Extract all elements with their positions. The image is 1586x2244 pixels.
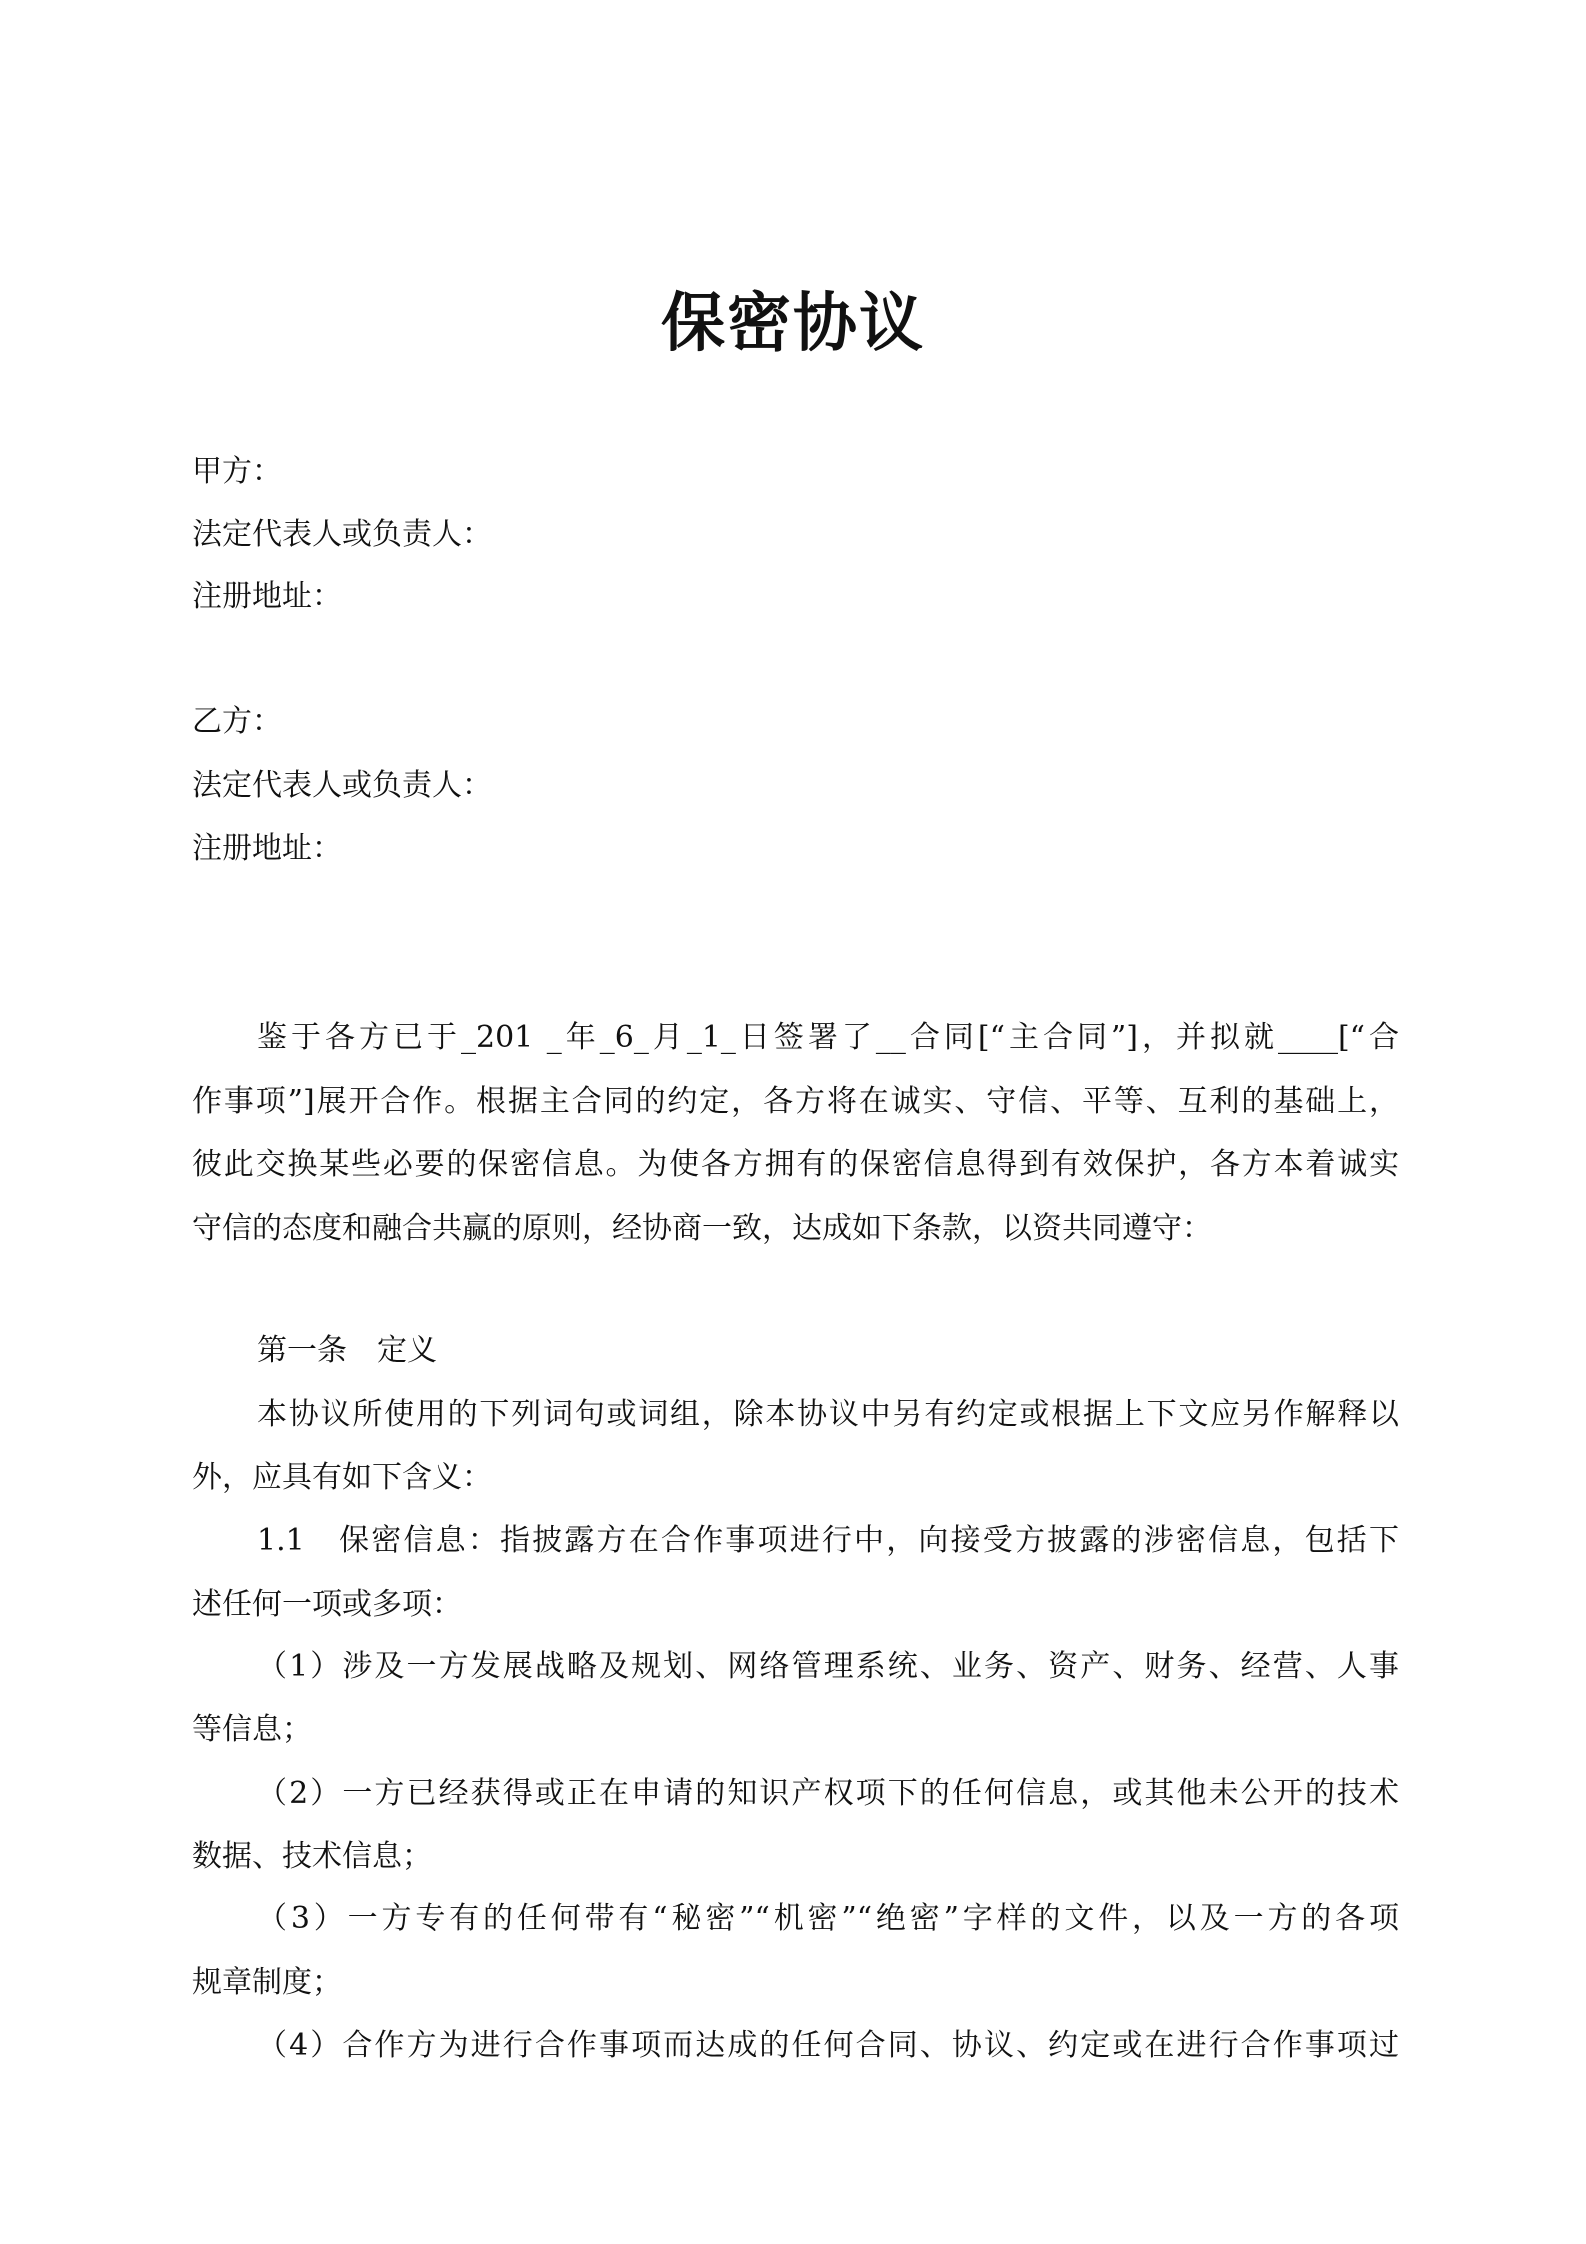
article-line: 1.1 保密信息：指披露方在合作事项进行中，向接受方披露的涉密信息，包括下 [257,1523,1399,1558]
article-line: 规章制度； [192,1965,342,2000]
article-line: （4）合作方为进行合作事项而达成的任何合同、协议、约定或在进行合作事项过 [257,2028,1399,2063]
article-line: 数据、技术信息； [192,1839,432,1874]
preamble-line: 作事项”]展开合作。根据主合同的约定，各方将在诚实、守信、平等、互利的基础上， [192,1084,1399,1119]
party-a-label: 甲方： [192,454,282,489]
article-heading: 第一条 定义 [257,1333,437,1368]
party-a-representative: 法定代表人或负责人： [192,517,492,552]
preamble-line: 鉴于各方已于_201 _年_6_月_1_日签署了__合同[“主合同”]，并拟就____[“合 [257,1020,1399,1055]
article-line: 外，应具有如下含义： [192,1460,492,1495]
article-line: （3）一方专有的任何带有“秘密”“机密”“绝密”字样的文件，以及一方的各项 [257,1901,1399,1936]
article-line: （2）一方已经获得或正在申请的知识产权项下的任何信息，或其他未公开的技术 [257,1776,1399,1811]
party-b-label: 乙方： [192,704,282,739]
article-line: 等信息； [192,1712,312,1747]
party-b-representative: 法定代表人或负责人： [192,768,492,803]
preamble-line: 彼此交换某些必要的保密信息。为使各方拥有的保密信息得到有效保护，各方本着诚实 [192,1147,1399,1182]
article-line: （1）涉及一方发展战略及规划、网络管理系统、业务、资产、财务、经营、人事 [257,1649,1399,1684]
document-title: 保密协议 [661,286,925,361]
party-a-address: 注册地址： [192,579,342,614]
party-b-address: 注册地址： [192,831,342,866]
article-line: 本协议所使用的下列词句或词组，除本协议中另有约定或根据上下文应另作解释以 [257,1397,1399,1432]
preamble-line: 守信的态度和融合共赢的原则，经协商一致，达成如下条款，以资共同遵守： [192,1211,1212,1246]
article-line: 述任何一项或多项： [192,1587,462,1622]
